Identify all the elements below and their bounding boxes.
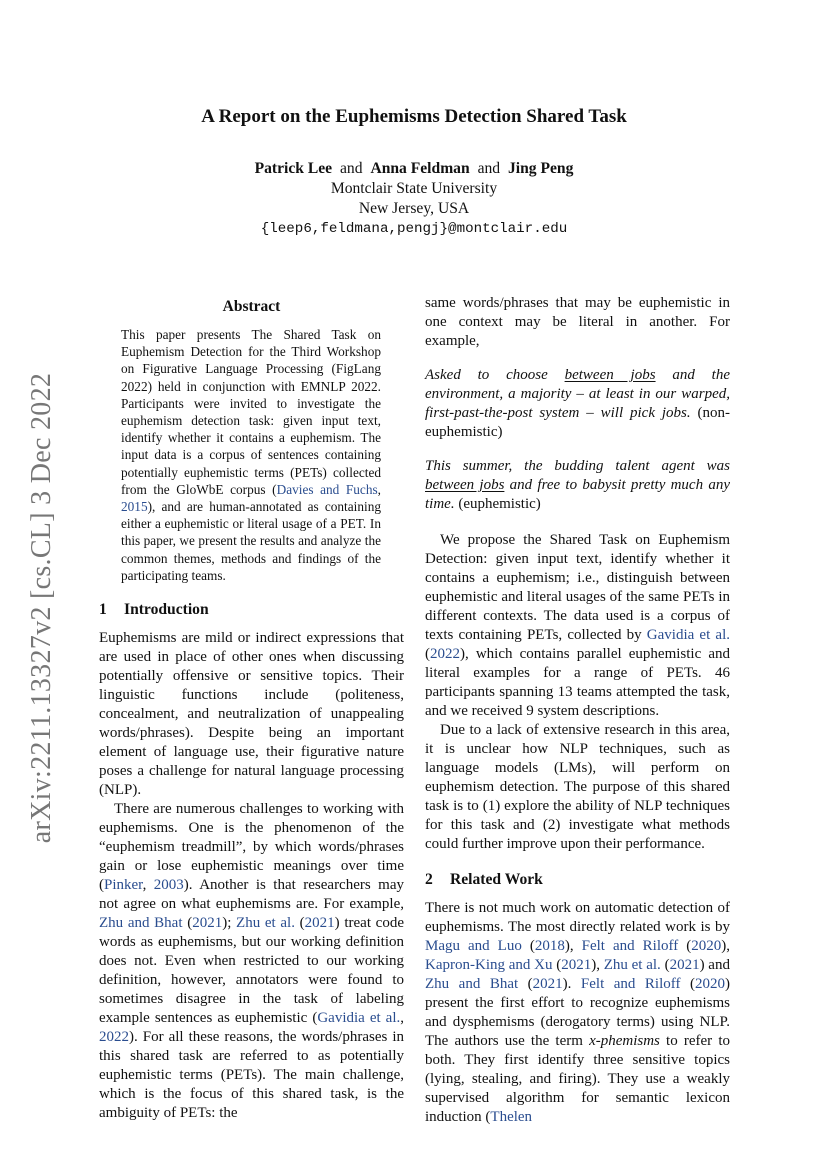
affiliation: Montclair State University bbox=[330, 180, 498, 197]
abstract-heading: Abstract bbox=[222, 298, 281, 315]
location: New Jersey, USA bbox=[358, 200, 470, 217]
citation-link[interactable]: 2020 bbox=[691, 938, 722, 954]
email: {leep6,feldmana,pengj}@montclair.edu bbox=[260, 221, 568, 237]
citation-link[interactable]: Pinker bbox=[104, 877, 143, 894]
arxiv-stamp bbox=[22, 370, 62, 845]
citation-link[interactable]: 2021 bbox=[561, 957, 592, 973]
paper-title: A Report on the Euphemisms Detection Shared Task bbox=[201, 106, 627, 127]
citation-link[interactable]: Gavidia et al. bbox=[646, 627, 730, 643]
citation-link[interactable]: Zhu and Bhat bbox=[99, 915, 183, 932]
citation-link[interactable]: Felt and Riloff bbox=[580, 976, 681, 992]
intro-paragraph-1: Euphemisms are mild or indirect expressions that are used in place of other ones when discussing potentially offensive or sensitive topics. Their linguistic functions include (politeness, concealment, and neutralization of unappealing words/phrases). Despite being an important element of language use, their figurative nature poses a challenge for natural language processing (NLP). bbox=[99, 630, 404, 799]
citation-link[interactable]: Kapron-King and Xu bbox=[425, 957, 553, 973]
example-euphemistic: This summer, the budding talent agent was between jobs and free to babysit pretty much any time. (euphemistic) bbox=[425, 458, 730, 512]
related-work-paragraph: There is not much work on automatic detection of euphemisms. The most directly related work is by Magu and Luo (2018), Felt and Riloff (2020), Kapron-King and Xu (2021), Zhu et al. (2021) and Zhu and Bhat (2021). Felt and Riloff (2020) present the first effort to recognize euphemisms and dysphemisms (derogatory terms) using NLP. The authors use the term x-phemisms to refer to both. They first identify three sensitive topics (lying, stealing, and firing). They use a weakly supervised algorithm for semantic lexicon induction (Thelen bbox=[425, 900, 730, 1125]
citation-link[interactable]: 2022 bbox=[99, 1029, 129, 1046]
emphasized-term: x-phemisms bbox=[589, 1033, 660, 1049]
author-names: Patrick Lee and Anna Feldman and Jing Peng bbox=[254, 160, 574, 177]
citation-link[interactable]: Zhu et al. bbox=[603, 957, 661, 973]
example-non-euphemistic: Asked to choose between jobs and the environment, a majority – at least in our warped, first-past-the-post system – will pick jobs. (non-euphemistic) bbox=[425, 367, 730, 440]
author-name: Patrick Lee bbox=[254, 160, 333, 177]
author-block bbox=[0, 159, 828, 239]
intro-paragraph-2: There are numerous challenges to working with euphemisms. One is the phenomenon of the “euphemism treadmill”, by which words/phrases gain or lose euphemistic meanings over time (Pinker, 2003). Another is that researchers may not agree on what euphemisms are. For example, Zhu and Bhat (2021); Zhu et al. (2021) treat code words as euphemisms, but our working definition does not. Even when restricted to our working definition, however, annotators were found to sometimes disagree in the task of labeling example sentences as euphemistic (Gavidia et al., 2022). For all these reasons, the words/phrases in this shared task are referred to as potentially euphemistic terms (PETs). The main challenge, which is the focus of this shared task, is the ambiguity of PETs: the bbox=[99, 801, 405, 1122]
citation-link[interactable]: 2021 bbox=[304, 915, 335, 932]
author-name: Jing Peng bbox=[507, 160, 574, 177]
citation-link[interactable]: Davies and Fuchs bbox=[276, 481, 378, 497]
citation-link[interactable]: 2018 bbox=[534, 938, 565, 954]
citation-link[interactable]: 2020 bbox=[694, 976, 725, 992]
shared-task-paragraph: We propose the Shared Task on Euphemism Detection: given input text, identify whether it contains a euphemism; i.e., distinguish between euphemistic and literal usages of the same PETs in different contexts. The data used is a corpus of texts containing PETs, collected by Gavidia et al. (2022), which contains parallel euphemistic and literal examples for a range of PETs. 46 participants spanning 13 teams attempted the task, and we received 9 system descriptions. bbox=[425, 532, 730, 719]
citation-link[interactable]: 2021 bbox=[669, 957, 700, 973]
purpose-paragraph: Due to a lack of extensive research in this area, it is unclear how NLP techniques, such as language models (LMs), will perform on euphemism detection. The purpose of this shared task is to (1) explore the ability of NLP techniques for this task and (2) investigate what methods could further improve upon their performance. bbox=[425, 722, 730, 852]
citation-link[interactable]: Zhu and Bhat bbox=[425, 976, 519, 992]
citation-link[interactable]: Felt and Riloff bbox=[581, 938, 679, 954]
left-column bbox=[99, 294, 404, 1123]
author-name: Anna Feldman bbox=[370, 160, 470, 177]
citation-link[interactable]: 2021 bbox=[192, 915, 223, 932]
citation-link[interactable]: Gavidia et al. bbox=[317, 1010, 401, 1027]
right-column bbox=[425, 294, 730, 1127]
citation-link[interactable]: Zhu et al. bbox=[236, 915, 295, 932]
arxiv-identifier: arXiv:2211.13327v2 [cs.CL] 3 Dec 2022 bbox=[26, 372, 58, 843]
citation-link[interactable]: 2022 bbox=[430, 646, 460, 662]
section-heading-introduction: 1 Introduction bbox=[99, 601, 209, 619]
citation-link[interactable]: Magu and Luo bbox=[425, 938, 522, 954]
abstract-text: This paper presents The Shared Task on Euphemism Detection for the Third Workshop on Figurative Language Processing (FigLang 2022) held in conjunction with EMNLP 2022. Participants were invited to investigate the euphemism detection task: given input text, identify whether it contains a euphemism. The input data is a corpus of sentences containing potentially euphemistic terms (PETs) collected from the GloWbE corpus (Davies and Fuchs, 2015), and are human-annotated as containing either a euphemistic or literal usage of a PET. In this paper, we present the results and analyze the common themes, methods and findings of the participating teams. bbox=[121, 327, 381, 583]
citation-link[interactable]: 2003 bbox=[153, 877, 184, 894]
continued-paragraph: same words/phrases that may be euphemistic in one context may be literal in another. For example, bbox=[425, 295, 730, 349]
section-heading-related-work: 2 Related Work bbox=[425, 871, 543, 888]
citation-link[interactable]: Thelen bbox=[490, 1109, 533, 1125]
citation-link[interactable]: 2015 bbox=[121, 499, 148, 515]
citation-link[interactable]: 2021 bbox=[532, 976, 563, 992]
